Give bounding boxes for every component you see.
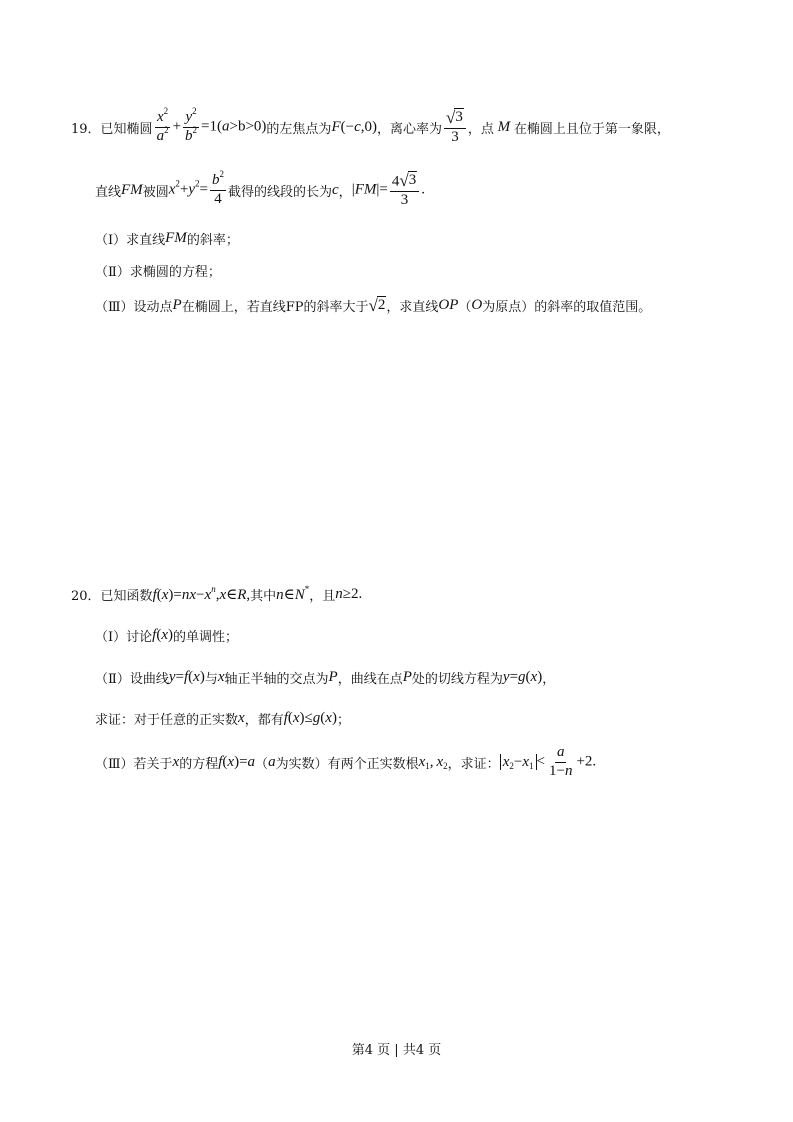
q19-line-2 <box>95 168 425 209</box>
q20-part2-e: 处的切线方程为 <box>411 672 503 687</box>
q19-text-on-ellipse: 在椭圆上且位于第一象限， <box>513 121 670 137</box>
q20-part-1 <box>95 626 238 645</box>
q20-part1-end: 的单调性； <box>172 630 238 645</box>
q20-function-definition: $f(x)=nx-x^n,x\in R$, <box>152 584 251 603</box>
q20-proof-inequality: f(x)≤g(x) <box>283 710 337 726</box>
q20-proof-var-x: x <box>238 710 245 726</box>
q20-part1-label: （Ⅰ）讨论 <box>95 630 153 645</box>
q19-ellipse-equation: $\frac{x^2}{a^2}$ + $\frac{y^2}{b^2}$ =1(a>b>0) <box>156 105 267 144</box>
q20-part2-b: 与 <box>204 672 218 687</box>
q19-part-1 <box>95 229 239 248</box>
q20-text-function: 已知函数 <box>100 589 153 604</box>
q20-part2-f: ， <box>542 672 556 687</box>
q20-line-1 <box>71 585 362 604</box>
q19-part2-text: （Ⅱ）求椭圆的方程； <box>95 265 221 280</box>
q20-part3-var-a: a <box>268 753 276 770</box>
q19-var-c: c <box>332 181 339 198</box>
q19-part3-var-op: OP <box>438 297 459 314</box>
q20-text-and: ，且 <box>309 589 336 604</box>
q19-part1-fm: FM <box>165 230 187 246</box>
q20-part2-tangent: y=g(x) <box>502 669 543 685</box>
q19-text-cut-circle: 被圆 <box>142 184 169 200</box>
q19-part-3 <box>95 296 651 316</box>
q20-part2-d: ，曲线在点 <box>337 672 403 687</box>
q20-text-where: 其中 <box>250 589 277 604</box>
q20-part2-c: 轴正半轴的交点为 <box>224 672 329 687</box>
q20-part2-var-p2: P <box>402 669 412 685</box>
q20-part-2 <box>95 668 555 687</box>
q20-part2-curve: y=f(x) <box>168 669 205 685</box>
q19-line-1 <box>71 105 670 146</box>
q20-part3-equation: f(x)=a <box>218 753 256 770</box>
q19-text-eccentricity: ，离心率为 <box>377 121 443 137</box>
q20-proof-c: ； <box>336 713 350 728</box>
page-footer: 第4 页 | 共4 页 <box>351 1043 442 1058</box>
q20-n-domain: n∈N* <box>276 584 310 603</box>
q20-proof-b: ，都有 <box>244 713 284 728</box>
q19-part3-e: 为原点）的斜率的取值范围。 <box>482 300 652 316</box>
q20-part2-x-axis: x <box>217 669 225 685</box>
q19-circle-equation: $x^2+y^2=$ $\frac{b^2}{4}$ <box>168 168 224 207</box>
q20-part3-d: 为实数）有两个正实数根 <box>275 756 419 772</box>
q19-focus-point: F(−c,0) <box>331 118 377 135</box>
q19-part1-label: （Ⅰ）求直线 <box>95 233 166 248</box>
q19-eccentricity-value: √ 3 3 <box>442 108 468 146</box>
q20-part2-a: （Ⅱ）设曲线 <box>95 672 169 687</box>
q20-n-condition: n≥2. <box>335 586 363 602</box>
q19-var-m: M <box>493 118 514 135</box>
q19-text-point-m: ，点 <box>467 121 494 137</box>
q20-part3-roots: $x_1$, $x_2$ <box>418 753 448 771</box>
q19-text-comma: ， <box>338 184 352 200</box>
q19-part3-b: 在椭圆上，若直线FP的斜率大于 <box>181 300 369 316</box>
q20-part-3 <box>95 745 596 780</box>
q19-text-chord: 截得的线段的长为 <box>227 184 332 200</box>
q19-text-condition: 的左焦点为 <box>266 121 332 137</box>
q20-part3-c: （ <box>255 756 269 772</box>
q20-proof-a: 求证：对于任意的正实数 <box>95 713 239 728</box>
q20-part3-var-x: x <box>172 753 180 770</box>
q19-text-line: 直线 <box>95 184 122 200</box>
q19-part3-c: ，求直线 <box>386 300 439 316</box>
q20-part2-var-p: P <box>328 669 338 685</box>
q20-part3-a: （Ⅲ）若关于 <box>95 756 173 772</box>
q19-text-known: 已知椭圆 <box>100 121 153 137</box>
q19-part-2 <box>95 261 221 280</box>
q19-number: 19． <box>71 121 101 137</box>
q20-part3-inequality: $x_2-x_1$ < $\frac{a}{1-n}$ +2. <box>500 745 596 780</box>
q20-number: 20． <box>71 589 101 604</box>
q20-part3-e: ，求证： <box>447 756 500 772</box>
q19-part3-d: （ <box>458 300 472 316</box>
q20-part3-b: 的方程 <box>179 756 219 772</box>
q19-part3-a: （Ⅲ）设动点 <box>95 300 173 316</box>
q19-part3-sqrt2: √ 2 <box>368 295 386 315</box>
q19-part3-var-o: O <box>471 297 483 314</box>
q20-proof-line <box>95 709 350 728</box>
q19-part1-end: 的斜率； <box>186 233 239 248</box>
q19-fm-length: |FM|= 4 √ 3 3 . <box>351 170 425 209</box>
q19-part3-var-p: P <box>172 297 182 314</box>
q20-part1-fx: f(x) <box>152 627 173 643</box>
q19-var-fm: FM <box>121 181 143 198</box>
